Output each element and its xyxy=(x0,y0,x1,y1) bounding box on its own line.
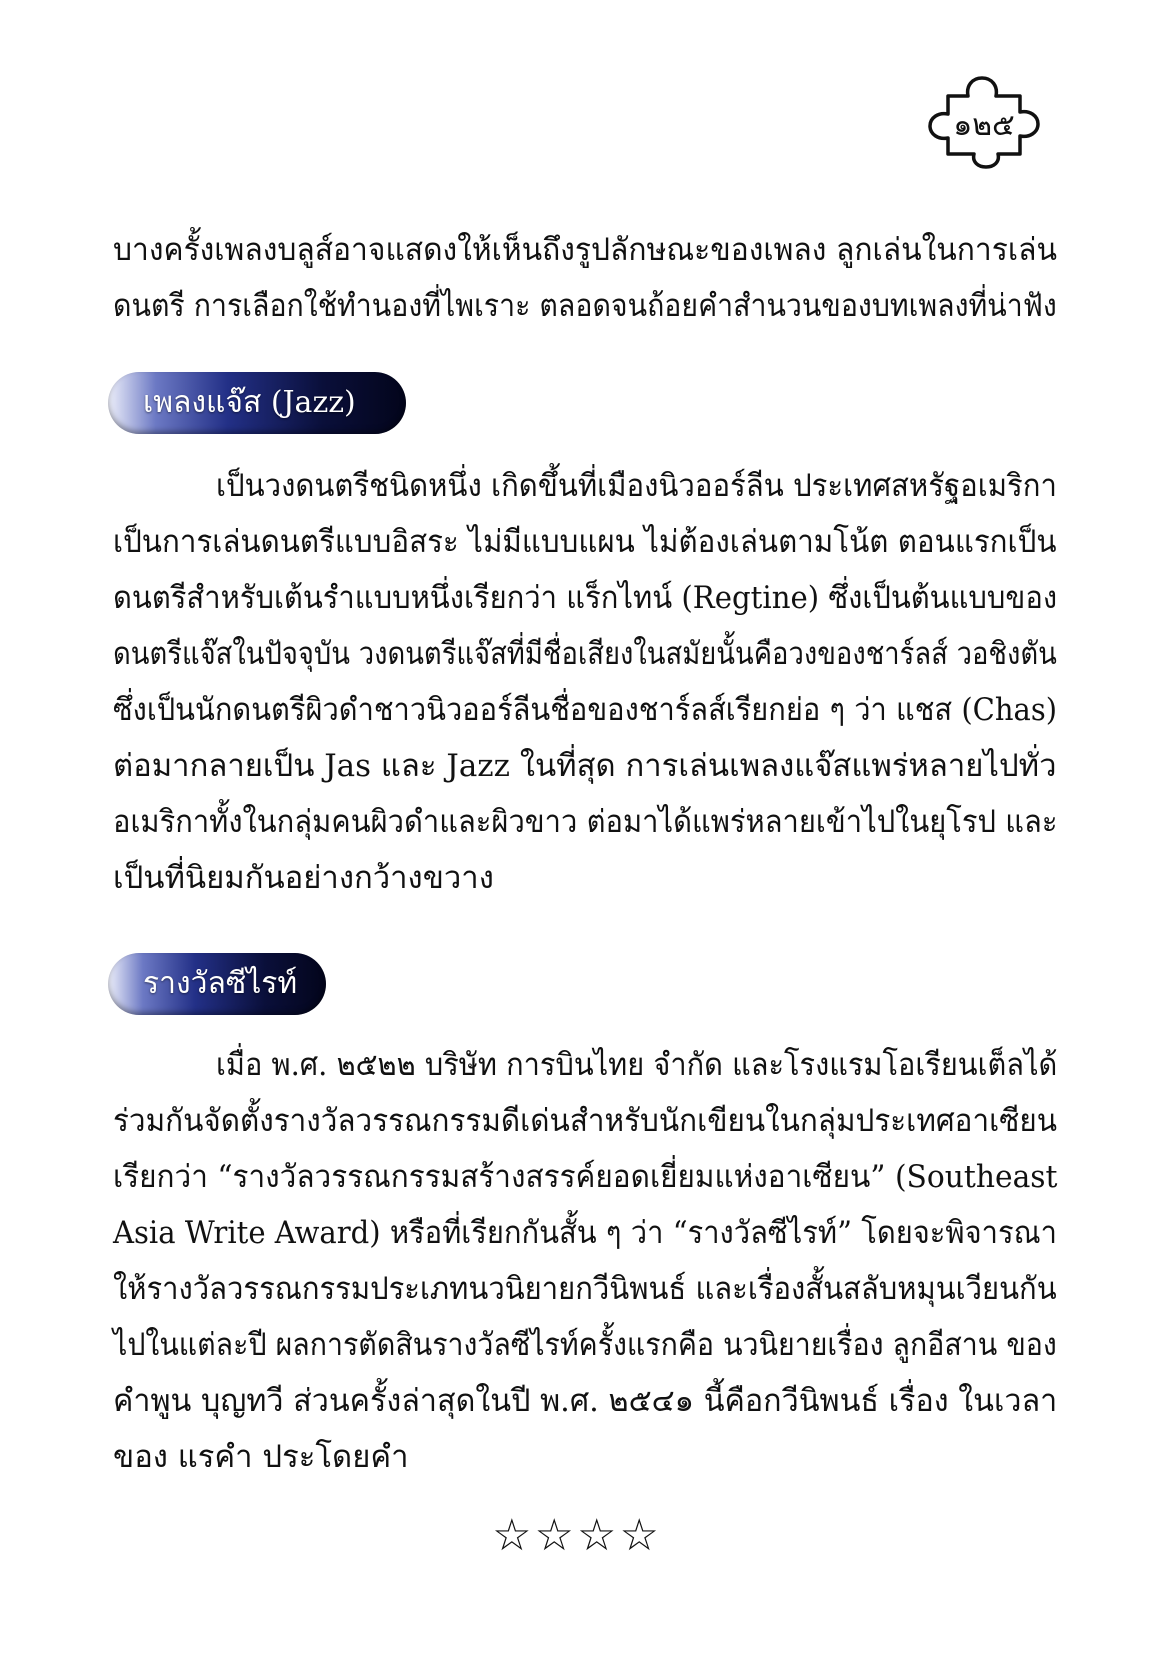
jazz-line: ดนตรีสำหรับเต้นรำแบบหนึ่งเรียกว่า แร็กไทน์ (Regtine) ซึ่งเป็นต้นแบบของ xyxy=(113,580,1058,616)
jazz-line: ซึ่งเป็นนักดนตรีผิวดำชาวนิวออร์ลีนชื่อของชาร์ลส์เรียกย่อ ๆ ว่า แชส (Chas) xyxy=(113,692,1058,728)
jazz-line: ดนตรีแจ๊สในปัจจุบัน วงดนตรีแจ๊สที่มีชื่อเสียงในสมัยนั้นคือวงของชาร์ลส์ วอชิงตัน xyxy=(113,636,1057,672)
award-line: ให้รางวัลวรรณกรรมประเภทนวนิยายกวีนิพนธ์ และเรื่องสั้นสลับหมุนเวียนกัน xyxy=(113,1271,1057,1307)
jazz-heading-pill xyxy=(108,372,406,434)
intro-line: บางครั้งเพลงบลูส์อาจแสดงให้เห็นถึงรูปลักษณะของเพลง ลูกเล่นในการเล่น xyxy=(113,232,1057,268)
intro-line: ดนตรี การเลือกใช้ทำนองที่ไพเราะ ตลอดจนถ้อยคำสำนวนของบทเพลงที่น่าฟัง xyxy=(113,288,1057,324)
jazz-line: เป็นการเล่นดนตรีแบบอิสระ ไม่มีแบบแผน ไม่ต้องเล่นตามโน้ต ตอนแรกเป็น xyxy=(113,524,1057,560)
jazz-line: ต่อมากลายเป็น Jas และ Jazz ในที่สุด การเล่นเพลงแจ๊สแพร่หลายไปทั่ว xyxy=(113,748,1057,784)
award-line: Asia Write Award) หรือที่เรียกกันสั้น ๆ ว่า “รางวัลซีไรท์” โดยจะพิจารณา xyxy=(113,1215,1057,1251)
award-line: ของ แรคำ ประโดยคำ xyxy=(113,1439,409,1475)
intro-paragraph xyxy=(113,222,1057,334)
jazz-line: เป็นวงดนตรีชนิดหนึ่ง เกิดขึ้นที่เมืองนิวออร์ลีน ประเทศสหรัฐอเมริกา xyxy=(216,468,1057,504)
page-number: ๑๒๕ xyxy=(953,108,1015,143)
jazz-heading: เพลงแจ๊ส (Jazz) xyxy=(143,385,356,420)
jazz-line: อเมริกาทั้งในกลุ่มคนผิวดำและผิวขาว ต่อมาได้แพร่หลายเข้าไปในยุโรป และ xyxy=(113,804,1058,840)
award-line: คำพูน บุญทวี ส่วนครั้งล่าสุดในปี พ.ศ. ๒๕๔๑ นี้คือกวีนิพนธ์ เรื่อง ในเวลา xyxy=(113,1383,1058,1419)
award-line: ร่วมกันจัดตั้งรางวัลวรรณกรรมดีเด่นสำหรับนักเขียนในกลุ่มประเทศอาเซียน xyxy=(113,1103,1058,1139)
award-line: เมื่อ พ.ศ. ๒๕๒๒ บริษัท การบินไทย จำกัด และโรงแรมโอเรียนเต็ลได้ xyxy=(216,1047,1058,1083)
jazz-line: เป็นที่นิยมกันอย่างกว้างขวาง xyxy=(113,860,494,896)
award-paragraph xyxy=(113,1037,1057,1485)
award-line: เรียกว่า “รางวัลวรรณกรรมสร้างสรรค์ยอดเยี่ยมแห่งอาเซียน” (Southeast xyxy=(113,1159,1058,1195)
award-heading: รางวัลซีไรท์ xyxy=(143,966,298,1001)
puzzle-piece-icon xyxy=(908,74,1064,170)
award-heading-pill xyxy=(108,953,326,1015)
award-line: ไปในแต่ละปี ผลการตัดสินรางวัลซีไรท์ครั้งแรกคือ นวนิยายเรื่อง ลูกอีสาน ของ xyxy=(113,1327,1057,1363)
jazz-paragraph xyxy=(113,458,1057,906)
page-number-badge xyxy=(908,74,1064,170)
star-divider: ☆☆☆☆ xyxy=(492,1510,662,1561)
